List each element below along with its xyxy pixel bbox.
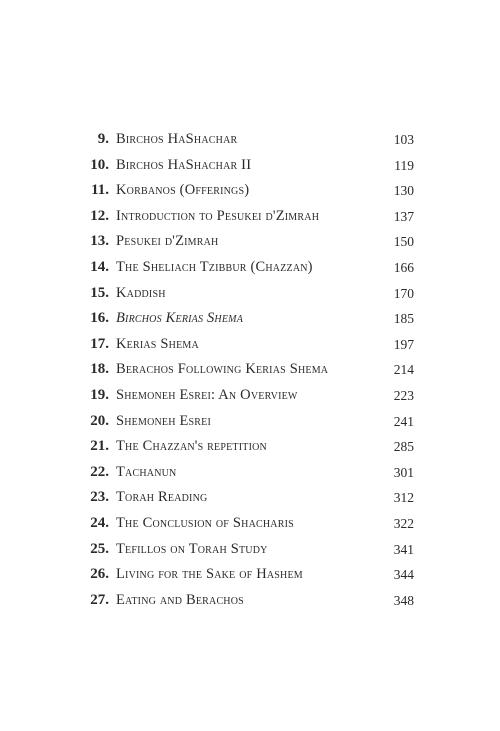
page-number: 130 bbox=[393, 183, 414, 199]
chapter-number: 25. bbox=[90, 540, 109, 557]
chapter-title: The Conclusion of Shacharis bbox=[116, 514, 294, 531]
toc-list bbox=[0, 127, 500, 613]
page-number: 223 bbox=[393, 387, 414, 403]
chapter-title: Kaddish bbox=[116, 284, 166, 301]
page-number: 103 bbox=[393, 132, 414, 147]
chapter-number: 16. bbox=[90, 310, 109, 327]
page-number: 197 bbox=[393, 336, 414, 352]
chapter-number: 12. bbox=[90, 207, 109, 224]
toc-entry bbox=[0, 255, 500, 281]
toc-entry bbox=[0, 153, 500, 179]
page-number: 119 bbox=[394, 157, 414, 173]
page-number: 322 bbox=[393, 515, 414, 531]
chapter-title: Birchos Kerias Shema bbox=[116, 310, 244, 327]
chapter-title: Kerias Shema bbox=[116, 335, 199, 352]
chapter-number: 24. bbox=[90, 514, 109, 531]
page-number: 312 bbox=[393, 490, 414, 506]
chapter-number: 14. bbox=[90, 258, 109, 275]
page-number: 137 bbox=[393, 208, 414, 224]
toc-entry bbox=[0, 460, 500, 486]
page-number: 285 bbox=[393, 439, 414, 455]
chapter-title: Shemoneh Esrei: An Overview bbox=[116, 386, 298, 403]
chapter-title: Tefillos on Torah Study bbox=[116, 540, 268, 557]
chapter-title: The Chazzan's repetition bbox=[116, 438, 267, 455]
toc-entry bbox=[0, 178, 500, 204]
chapter-number: 18. bbox=[90, 361, 109, 378]
chapter-number: 21. bbox=[90, 438, 109, 455]
chapter-title: The Sheliach Tzibbur (Chazzan) bbox=[116, 258, 313, 275]
page-number: 150 bbox=[393, 234, 414, 250]
toc-entry bbox=[0, 127, 500, 153]
toc-entry bbox=[0, 357, 500, 383]
chapter-number: 23. bbox=[90, 489, 109, 506]
chapter-number: 27. bbox=[90, 591, 109, 608]
toc-entry bbox=[0, 511, 500, 537]
chapter-title: Pesukei d'Zimrah bbox=[116, 233, 219, 250]
toc-entry bbox=[0, 537, 500, 563]
toc-entry bbox=[0, 332, 500, 358]
page-number: 241 bbox=[393, 413, 414, 429]
toc-entry bbox=[0, 383, 500, 409]
chapter-title: Birchos HaShachar II bbox=[116, 156, 252, 173]
toc-entry bbox=[0, 588, 500, 614]
chapter-title: Birchos HaShachar bbox=[116, 131, 238, 147]
chapter-title: Tachanun bbox=[116, 463, 177, 480]
toc-entry bbox=[0, 229, 500, 255]
table-of-contents bbox=[0, 127, 500, 613]
page-number: 301 bbox=[393, 464, 414, 480]
toc-entry bbox=[0, 281, 500, 307]
toc-entry bbox=[0, 562, 500, 588]
chapter-title: Berachos Following Kerias Shema bbox=[116, 361, 329, 378]
chapter-number: 22. bbox=[90, 463, 109, 480]
toc-entry bbox=[0, 409, 500, 435]
page-number: 344 bbox=[393, 567, 414, 583]
chapter-number: 17. bbox=[90, 335, 109, 352]
page-number: 166 bbox=[393, 259, 414, 275]
chapter-title: Torah Reading bbox=[116, 489, 208, 506]
chapter-number: 9. bbox=[97, 131, 109, 147]
chapter-title: Living for the Sake of Hashem bbox=[116, 566, 303, 583]
chapter-title: Korbanos (Offerings) bbox=[116, 182, 250, 199]
chapter-number: 26. bbox=[90, 566, 109, 583]
chapter-number: 11. bbox=[91, 182, 109, 199]
chapter-number: 20. bbox=[90, 412, 109, 429]
page-number: 214 bbox=[393, 362, 414, 378]
toc-entry bbox=[0, 434, 500, 460]
chapter-number: 19. bbox=[90, 386, 109, 403]
page-number: 170 bbox=[393, 285, 414, 301]
chapter-title: Introduction to Pesukei d'Zimrah bbox=[116, 207, 320, 224]
chapter-title: Shemoneh Esrei bbox=[116, 412, 212, 429]
chapter-number: 13. bbox=[90, 233, 109, 250]
toc-entry bbox=[0, 485, 500, 511]
page-number: 185 bbox=[393, 311, 414, 327]
toc-entry bbox=[0, 306, 500, 332]
toc-entry bbox=[0, 204, 500, 230]
chapter-number: 15. bbox=[90, 284, 109, 301]
chapter-title: Eating and Berachos bbox=[116, 591, 244, 608]
page-number: 348 bbox=[393, 592, 414, 608]
page-number: 341 bbox=[393, 541, 414, 557]
chapter-number: 10. bbox=[90, 156, 109, 173]
